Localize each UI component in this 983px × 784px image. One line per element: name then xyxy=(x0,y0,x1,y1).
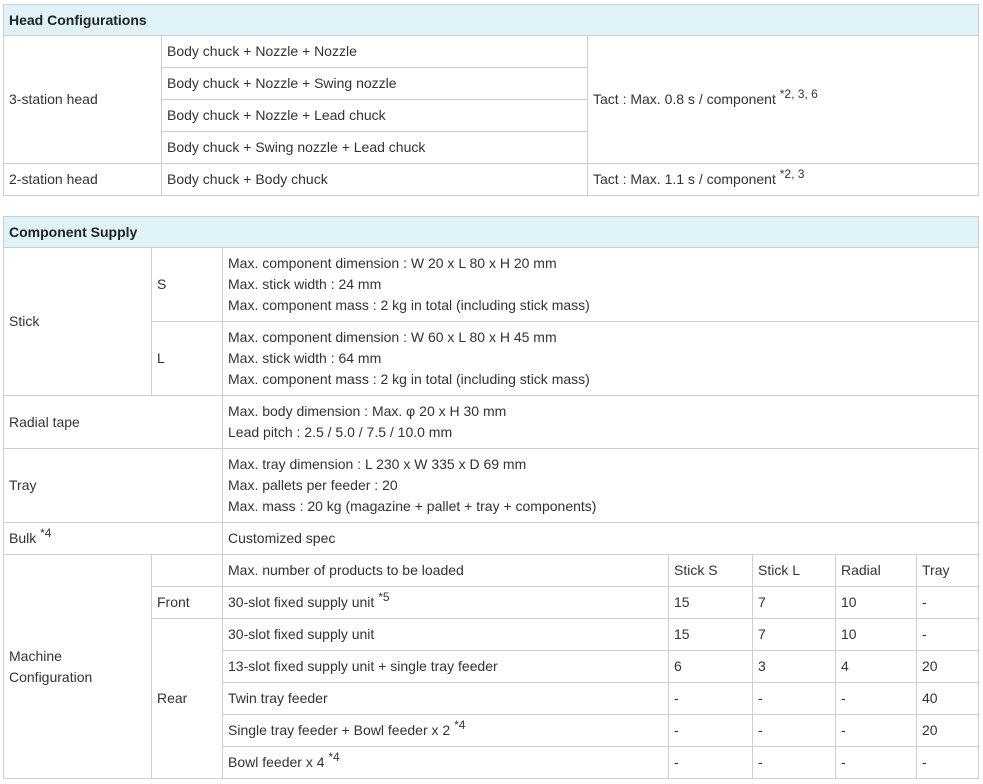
tray-count: - xyxy=(917,619,979,651)
tray-count: 20 xyxy=(917,651,979,683)
two-station-tact: Tact : Max. 1.1 s / component $^{*2, 3}$ xyxy=(588,164,979,196)
radial-tape-label: Radial tape xyxy=(4,396,223,449)
stick-l-count: - xyxy=(753,747,836,779)
machine-configuration-label: Machine Configuration xyxy=(4,555,152,779)
tray-count: - xyxy=(917,587,979,619)
radial-count: - xyxy=(836,715,917,747)
component-supply-table xyxy=(3,216,979,779)
column-header-stick-l: Stick L xyxy=(753,555,836,587)
head-config-cell: Body chuck + Body chuck xyxy=(162,164,588,196)
machine-row-label: 30-slot fixed supply unit xyxy=(223,619,669,651)
two-station-head-label: 2-station head xyxy=(4,164,162,196)
footnote-ref: *2, 3 xyxy=(779,167,805,181)
footnote-ref: *4 xyxy=(328,750,340,764)
stick-s-label: S xyxy=(152,248,223,322)
stick-l-count: - xyxy=(753,683,836,715)
tray-count: 20 xyxy=(917,715,979,747)
column-header-tray: Tray xyxy=(917,555,979,587)
stick-l-count: 3 xyxy=(753,651,836,683)
head-config-cell: Body chuck + Nozzle + Lead chuck xyxy=(162,100,588,132)
stick-s-count: 15 xyxy=(669,587,753,619)
stick-s-count: 15 xyxy=(669,619,753,651)
footnote-ref: *5 xyxy=(378,590,390,604)
footnote-ref: *4 xyxy=(454,718,466,732)
tray-count: - xyxy=(917,747,979,779)
radial-count: - xyxy=(836,747,917,779)
column-header-stick-s: Stick S xyxy=(669,555,753,587)
bulk-value: Customized spec xyxy=(223,523,979,555)
stick-s-count: - xyxy=(669,683,753,715)
front-label: Front xyxy=(152,587,223,619)
tray-count: 40 xyxy=(917,683,979,715)
component-supply-title: Component Supply xyxy=(4,217,979,248)
machine-row-label: 13-slot fixed supply unit + single tray feeder xyxy=(223,651,669,683)
stick-s-specs: Max. component dimension : W 20 x L 80 x H 20 mm Max. stick width : 24 mm Max. component mass : 2 kg in total (including stick mass) xyxy=(223,248,979,322)
three-station-tact: Tact : Max. 0.8 s / component $^{*2, 3, 6}$ xyxy=(588,36,979,164)
machine-row-label: Twin tray feeder xyxy=(223,683,669,715)
radial-count: 4 xyxy=(836,651,917,683)
head-configurations-title: Head Configurations xyxy=(4,5,979,36)
tray-label: Tray xyxy=(4,449,223,523)
machine-row-label: Single tray feeder + Bowl feeder x 2 $^{*4}$ xyxy=(223,715,669,747)
column-header-radial: Radial xyxy=(836,555,917,587)
head-config-cell: Body chuck + Nozzle + Swing nozzle xyxy=(162,68,588,100)
machine-row-label: 30-slot fixed supply unit $^{*5}$ xyxy=(223,587,669,619)
radial-count: - xyxy=(836,683,917,715)
machine-header-blank xyxy=(152,555,223,587)
stick-l-label: L xyxy=(152,322,223,396)
stick-s-count: - xyxy=(669,747,753,779)
three-station-head-label: 3-station head xyxy=(4,36,162,164)
stick-s-count: 6 xyxy=(669,651,753,683)
stick-s-count: - xyxy=(669,715,753,747)
radial-tape-specs: Max. body dimension : Max. φ 20 x H 30 mm Lead pitch : 2.5 / 5.0 / 7.5 / 10.0 mm xyxy=(223,396,979,449)
bulk-label: Bulk $^{*4}$ xyxy=(4,523,223,555)
head-config-cell: Body chuck + Swing nozzle + Lead chuck xyxy=(162,132,588,164)
machine-header-label: Max. number of products to be loaded xyxy=(223,555,669,587)
stick-l-count: 7 xyxy=(753,619,836,651)
stick-label: Stick xyxy=(4,248,152,396)
machine-row-label: Bowl feeder x 4 $^{*4}$ xyxy=(223,747,669,779)
rear-label: Rear xyxy=(152,619,223,779)
head-configurations-table xyxy=(3,4,979,196)
head-config-cell: Body chuck + Nozzle + Nozzle xyxy=(162,36,588,68)
footnote-ref: *4 xyxy=(40,526,52,540)
stick-l-specs: Max. component dimension : W 60 x L 80 x H 45 mm Max. stick width : 64 mm Max. component mass : 2 kg in total (including stick mass) xyxy=(223,322,979,396)
radial-count: 10 xyxy=(836,619,917,651)
stick-l-count: - xyxy=(753,715,836,747)
footnote-ref: *2, 3, 6 xyxy=(779,87,818,101)
tray-specs: Max. tray dimension : L 230 x W 335 x D 69 mm Max. pallets per feeder : 20 Max. mass : 20 kg (magazine + pallet + tray + components) xyxy=(223,449,979,523)
radial-count: 10 xyxy=(836,587,917,619)
stick-l-count: 7 xyxy=(753,587,836,619)
